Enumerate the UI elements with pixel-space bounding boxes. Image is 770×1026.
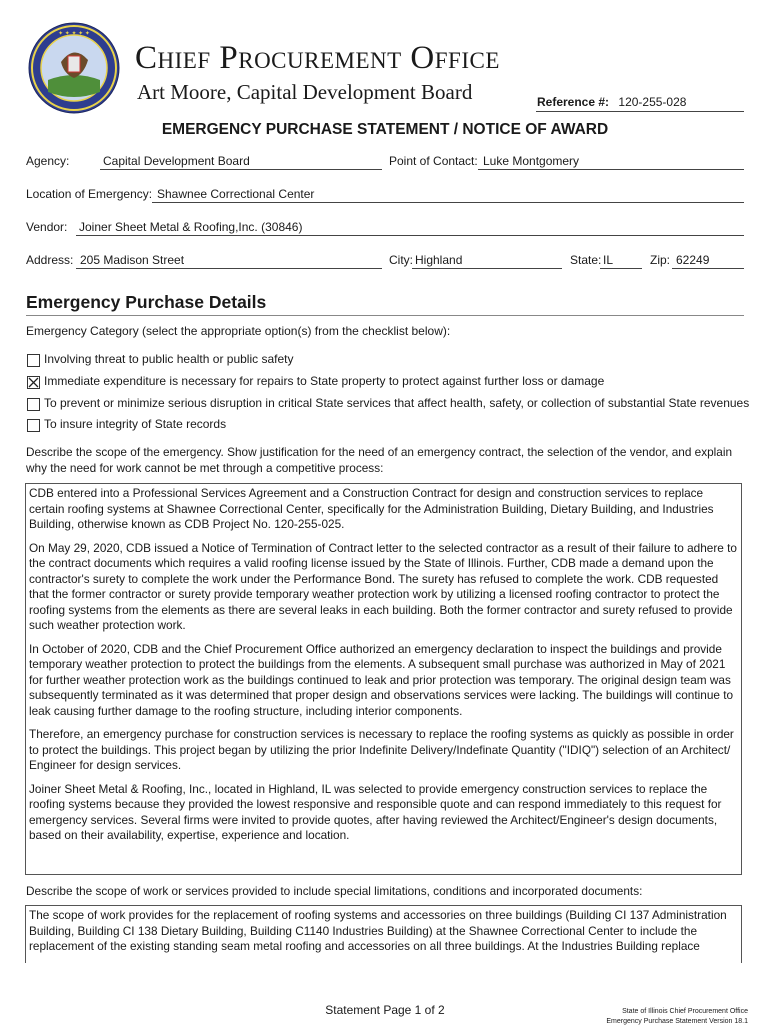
contact-field[interactable]: Luke Montgomery: [483, 154, 579, 168]
reference-underline: [536, 111, 744, 112]
vendor-label: Vendor:: [26, 220, 67, 234]
scope-textarea[interactable]: [25, 483, 742, 875]
checkmark-x-icon: [28, 377, 39, 388]
reference-value[interactable]: 120-255-028: [618, 95, 686, 109]
zip-label: Zip:: [650, 253, 670, 267]
page-number: Statement Page 1 of 2: [0, 1003, 770, 1017]
work-textarea[interactable]: [25, 905, 742, 963]
option-label-1: Involving threat to public health or public safety: [44, 352, 293, 366]
scope-prompt: Describe the scope of the emergency. Show justification for the need of an emergency contract, the selection of the vendor, and explain why the need for work cannot be met through a competitive process:: [26, 445, 744, 476]
option-checkbox-1[interactable]: [27, 354, 40, 367]
footer-version: [606, 1007, 748, 1026]
category-prompt: Emergency Category (select the appropriate option(s) from the checklist below):: [26, 324, 450, 338]
location-label: Location of Emergency:: [26, 187, 152, 201]
scope-paragraph: Therefore, an emergency purchase for construction services is necessary to replace the roofing systems as quickly as possible in order to protect the buildings. This project began by utilizing the prior Indefinite Delivery/Indefinate Quantity ("IDIQ") selection of an Architect/ Engineer for design services.: [29, 727, 738, 774]
document-title: EMERGENCY PURCHASE STATEMENT / NOTICE OF AWARD: [0, 121, 770, 139]
contact-label: Point of Contact:: [389, 154, 478, 168]
section-divider: [26, 315, 744, 316]
agency-underline: [100, 169, 382, 170]
footer-line-1: State of Illinois Chief Procurement Office: [606, 1007, 748, 1017]
svg-text:✦ ✦ ✦ ✦ ✦: ✦ ✦ ✦ ✦ ✦: [58, 30, 90, 37]
agency-label: Agency:: [26, 154, 69, 168]
scope-paragraph: Joiner Sheet Metal & Roofing, Inc., located in Highland, IL was selected to provide emergency construction services to replace the roofing systems because they provided the lowest responsive and responsible quote and can respond immediately to this request for emergency services. Several firms were invited to provide quotes, after having reviewed the Architect/Engineer's design documents, based on their availability, expertise, experience and location.: [29, 782, 738, 844]
option-label-2: Immediate expenditure is necessary for repairs to State property to protect against further loss or damage: [44, 374, 604, 388]
vendor-underline: [76, 235, 744, 236]
option-label-3: To prevent or minimize serious disruption in critical State services that affect health, safety, or collection of substantial State revenues: [44, 396, 749, 410]
scope-paragraph: In October of 2020, CDB and the Chief Procurement Office authorized an emergency declaration to inspect the buildings and provide temporary weather protection to protect the buildings from the elements. A subsequent small purchase was authorized in May of 2021 for further weather protection work as the buildings continued to leak and prior protection was temporary. The original design team was subsequently terminated as it was determined that proper design and observations services were lacking. The buildings will continue to leak causing further damage to the roofing structure, including interior components.: [29, 642, 738, 720]
location-field[interactable]: Shawnee Correctional Center: [157, 187, 314, 201]
option-checkbox-2[interactable]: [27, 376, 40, 389]
option-checkbox-4[interactable]: [27, 419, 40, 432]
city-field[interactable]: Highland: [415, 253, 462, 267]
work-text: The scope of work provides for the replacement of roofing systems and accessories on three buildings (Building CI 137 Administration Building, Building CI 138 Dietary Building, Building C1140 Industries Building) at the Shawnee Correctional Center to include the replacement of the existing standing seam metal roofing and accessories on all three buildings. At the Industries Building replace: [29, 908, 738, 955]
zip-underline: [672, 268, 744, 269]
footer-line-2: Emergency Purchase Statement Version 18.1: [606, 1017, 748, 1026]
vendor-field[interactable]: Joiner Sheet Metal & Roofing,Inc. (30846): [79, 220, 302, 234]
address-label: Address:: [26, 253, 73, 267]
reference-field: [537, 95, 686, 109]
city-underline: [412, 268, 562, 269]
location-underline: [152, 202, 744, 203]
agency-field[interactable]: Capital Development Board: [103, 154, 250, 168]
address-underline: [76, 268, 382, 269]
office-title: Chief Procurement Office: [135, 40, 500, 77]
contact-underline: [478, 169, 744, 170]
reference-label: Reference #:: [537, 95, 609, 109]
section-heading: Emergency Purchase Details: [26, 292, 266, 313]
zip-field[interactable]: 62249: [676, 253, 709, 267]
address-field[interactable]: 205 Madison Street: [80, 253, 184, 267]
option-checkbox-3[interactable]: [27, 398, 40, 411]
city-label: City:: [389, 253, 413, 267]
state-label: State:: [570, 253, 601, 267]
option-label-4: To insure integrity of State records: [44, 417, 226, 431]
state-seal-logo: [28, 22, 120, 114]
state-field[interactable]: IL: [603, 253, 613, 267]
work-prompt: Describe the scope of work or services provided to include special limitations, conditions and incorporated documents:: [26, 884, 744, 900]
scope-paragraph: CDB entered into a Professional Services Agreement and a Construction Contract for design and construction services to replace certain roofing systems at Shawnee Correctional Center, specifically for the Administration Building, Dietary Building, and Industries Building, otherwise known as CDB Project No. 120-255-025.: [29, 486, 738, 533]
state-underline: [600, 268, 642, 269]
office-subtitle: Art Moore, Capital Development Board: [137, 80, 472, 105]
scope-paragraph: On May 29, 2020, CDB issued a Notice of Termination of Contract letter to the selected contractor as a result of their failure to adhere to the contract documents which requires a valid roofing license issued by the State of Illinois. Further, CDB made a demand upon the contractor's surety to complete the work under the Performance Bond. The surety has refused to complete the work. CDB requested that the former contractor or surety provide temporary weather protection work by utilizing a licensed roofing contractor to protect the roofing systems from the elements as there are several leaks in each building. Both the former contractor and surety refused to provide such weather protection work.: [29, 541, 738, 634]
